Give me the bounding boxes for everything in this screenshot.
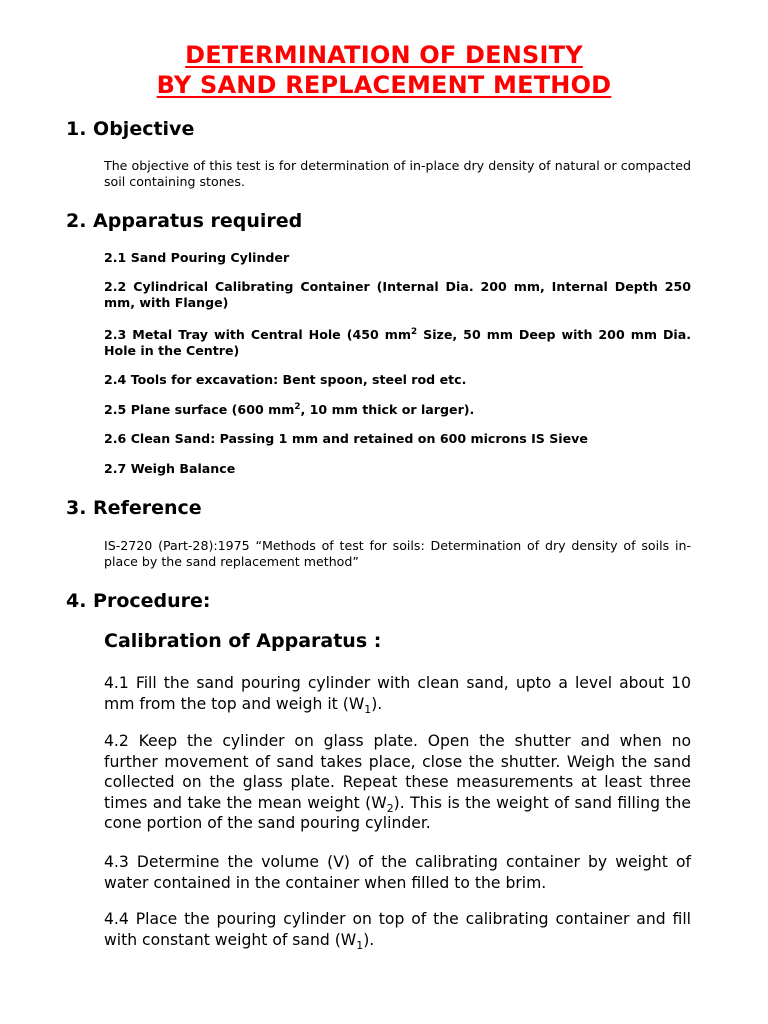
procedure-subheading: Calibration of Apparatus : [104, 630, 382, 652]
apparatus-item-text: 2.5 Plane surface (600 mm [104, 402, 295, 417]
section-heading-reference: 3. Reference [66, 497, 202, 519]
apparatus-item: 2.4 Tools for excavation: Bent spoon, steel rod etc. [104, 372, 467, 387]
apparatus-item [104, 327, 691, 359]
apparatus-item: 2.7 Weigh Balance [104, 461, 236, 476]
section-heading-apparatus: 2. Apparatus required [66, 210, 303, 232]
procedure-step [104, 909, 691, 950]
subscript: 2 [386, 801, 394, 815]
subscript: 1 [356, 938, 364, 952]
apparatus-item: 2.6 Clean Sand: Passing 1 mm and retained on 600 microns IS Sieve [104, 431, 588, 446]
objective-text: The objective of this test is for determination of in-place dry density of natural or compacted soil containing stones. [104, 158, 691, 189]
title-line-1: DETERMINATION OF DENSITY [185, 41, 583, 69]
title-line-2: BY SAND REPLACEMENT METHOD [156, 71, 612, 99]
apparatus-item-text: , 10 mm thick or larger). [300, 402, 475, 417]
procedure-step-text: ). [363, 930, 375, 949]
apparatus-item-text: 2.3 Metal Tray with Central Hole (450 mm [104, 327, 411, 342]
procedure-step-text: 4.2 Keep the cylinder on glass plate. Open the shutter and when no further movement of sand takes place, close the shutter. Weigh the sand collected on the glass plate. Repeat these measurements at least three times and take the mean weight (W [104, 732, 691, 812]
procedure-step [104, 731, 691, 834]
section-heading-procedure: 4. Procedure: [66, 590, 211, 612]
procedure-step [104, 673, 691, 714]
procedure-step-text: ). This is the weight of sand filling the cone portion of the sand pouring cylinder. [104, 793, 691, 832]
superscript: 2 [411, 326, 418, 337]
apparatus-item [104, 402, 691, 418]
section-heading-objective: 1. Objective [66, 118, 195, 140]
procedure-step-text: 4.1 Fill the sand pouring cylinder with clean sand, upto a level about 10 mm from the top and weigh it (W [104, 674, 691, 713]
procedure-step-text: ). [371, 694, 383, 713]
subscript: 1 [364, 702, 372, 716]
superscript: 2 [294, 401, 301, 412]
procedure-step: 4.3 Determine the volume (V) of the calibrating container by weight of water contained in the container when filled to the brim. [104, 853, 691, 892]
apparatus-item: 2.1 Sand Pouring Cylinder [104, 250, 290, 265]
reference-text: IS-2720 (Part-28):1975 “Methods of test for soils: Determination of dry density of soils in-place by the sand replacement method” [104, 538, 691, 569]
procedure-step-text: 4.4 Place the pouring cylinder on top of the calibrating container and fill with constant weight of sand (W [104, 910, 691, 949]
apparatus-item-text: Size, 50 mm Deep with 200 mm Dia. Hole in the Centre) [104, 327, 691, 358]
document-title [0, 40, 768, 100]
apparatus-item: 2.2 Cylindrical Calibrating Container (Internal Dia. 200 mm, Internal Depth 250 mm, with Flange) [104, 279, 691, 310]
